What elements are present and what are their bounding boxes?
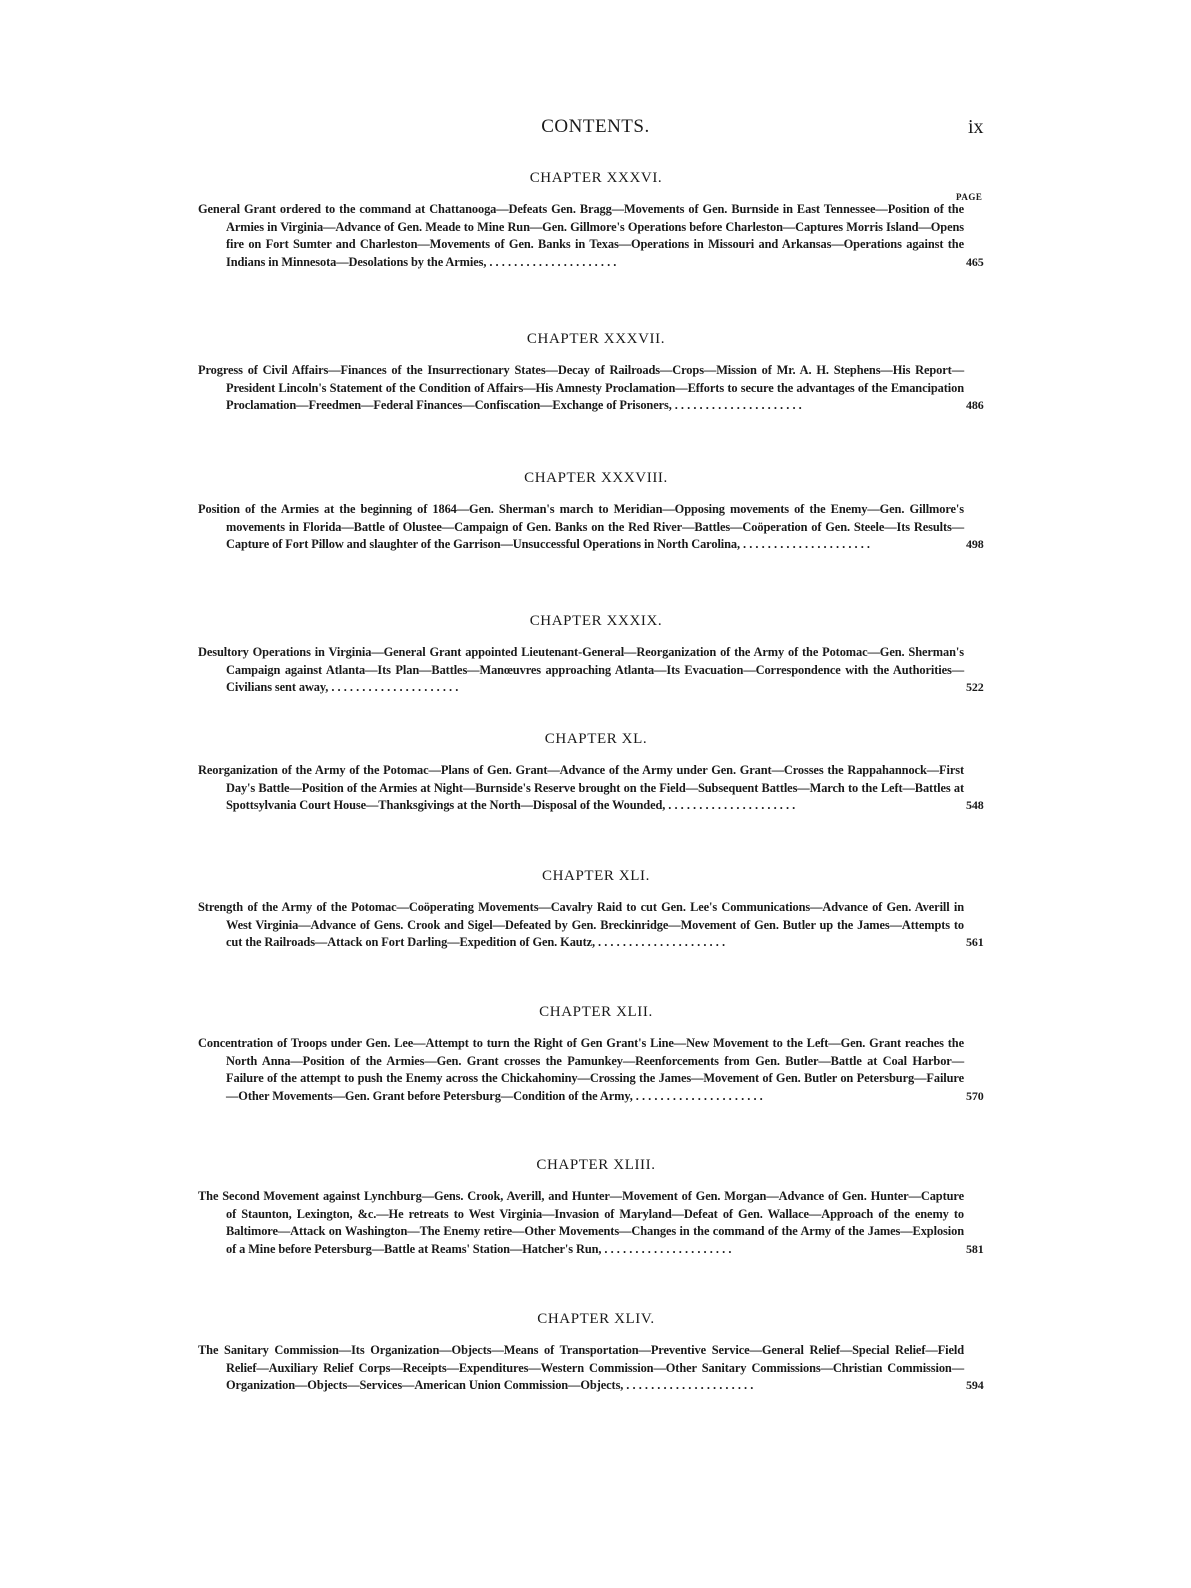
- chapter-entry: [198, 731, 994, 815]
- dot-leader: . . . . . . . . . . . . . . . . . . . . .: [743, 537, 871, 551]
- chapter-summary-text: Desultory Operations in Virginia—General Grant appointed Lieutenant-General—Reorganization of the Army of the Potomac—Gen. Sherman's Campaign against Atlanta—Its Plan—Battles—Manœuvres approaching Atlanta—Its Evacuation—Correspondence with the Authorities—Civilians sent away,: [198, 645, 964, 694]
- dot-leader: . . . . . . . . . . . . . . . . . . . . .: [604, 1241, 732, 1256]
- chapter-summary-text: The Second Movement against Lynchburg—Gens. Crook, Averill, and Hunter—Movement of Gen. Morgan—Advance of Gen. Hunter—Capture of Staunton, Lexington, &c.—He retreats to West Virginia—Invasion of Maryland—Defeat of Gen. Wallace—Approach of the enemy to Baltimore—Attack on Washington—The Enemy retire—Other Movements—Changes in the command of the Army of the James—Explosion of a Mine before Petersburg—Battle at Reams' Station—Hatcher's Run,: [198, 1189, 964, 1256]
- chapter-heading: CHAPTER XLII.: [539, 1004, 653, 1020]
- chapter-entry: [198, 1311, 994, 1395]
- dot-leader: . . . . . . . . . . . . . . . . . . . . .: [674, 398, 802, 412]
- page-title: CONTENTS.: [541, 116, 650, 137]
- chapter-heading: CHAPTER XXXVII.: [526, 331, 666, 347]
- chapter-summary-text: Position of the Armies at the beginning of 1864—Gen. Sherman's march to Meridian—Opposing movements of the Enemy—Gen. Gillmore's movements in Florida—Battle of Olustee—Campaign of Gen. Banks on the Red River—Battles—Coöperation of Gen. Steele—Its Results—Capture of Fort Pillow and slaughter of the Garrison—Unsuccessful Operations in North Carolina,: [198, 502, 964, 551]
- chapter-entry: [198, 868, 994, 952]
- chapter-heading: CHAPTER XLIII.: [536, 1157, 656, 1173]
- chapter-summary-text: Concentration of Troops under Gen. Lee—Attempt to turn the Right of Gen Grant's Line—New Movement to the Left—Gen. Grant reaches the North Anna—Position of the Armies—Gen. Grant crosses the Pamunkey—Reenforcements from Gen. Butler—Battle at Coal Harbor—Failure of the attempt to push the Enemy across the Chickahominy—Crossing the James—Movement of Gen. Butler on Petersburg—Failure—Other Movements—Gen. Grant before Petersburg—Condition of the Army,: [198, 1036, 964, 1103]
- chapter-heading: CHAPTER XLI.: [541, 868, 651, 884]
- chapter-heading: CHAPTER XXXVIII.: [524, 470, 668, 486]
- chapter-entry: [198, 470, 994, 554]
- dot-leader: . . . . . . . . . . . . . . . . . . . . .: [626, 1378, 754, 1392]
- chapter-summary: Desultory Operations in Virginia—General Grant appointed Lieutenant-General—Reorganization of the Army of the Potomac—Gen. Sherman's Campaign against Atlanta—Its Plan—Battles—Manœuvres approaching Atlanta—Its Evacuation—Correspondence with the Authorities—Civilians sent away, . . . . . . . . . . . . . . . . . . . . . 522: [198, 645, 984, 694]
- dot-leader: . . . . . . . . . . . . . . . . . . . . .: [598, 935, 726, 949]
- chapter-entry: [198, 170, 994, 271]
- chapter-entry: [198, 613, 994, 697]
- chapter-heading: CHAPTER XXXVI.: [529, 170, 663, 186]
- chapter-heading: CHAPTER XLIV.: [537, 1311, 655, 1327]
- dot-leader: . . . . . . . . . . . . . . . . . . . . .: [331, 680, 459, 694]
- chapter-heading: CHAPTER XL.: [544, 731, 648, 747]
- chapter-entry: [198, 1157, 994, 1258]
- chapter-summary-text: Progress of Civil Affairs—Finances of the Insurrectionary States—Decay of Railroads—Crops—Mission of Mr. A. H. Stephens—His Report—President Lincoln's Statement of the Condition of Affairs—His Amnesty Proclamation—Efforts to secure the advantages of the Emancipation Proclamation—Freedmen—Federal Finances—Confiscation—Exchange of Prisoners,: [198, 363, 964, 412]
- chapter-summary: Concentration of Troops under Gen. Lee—Attempt to turn the Right of Gen Grant's Line—New Movement to the Left—Gen. Grant reaches the North Anna—Position of the Armies—Gen. Grant crosses the Pamunkey—Reenforcements from Gen. Butler—Battle at Coal Harbor—Failure of the attempt to push the Enemy across the Chickahominy—Crossing the James—Movement of Gen. Butler on Petersburg—Failure—Other Movements—Gen. Grant before Petersburg—Condition of the Army, . . . . . . . . . . . . . . . . . . . . . 570: [198, 1036, 984, 1103]
- chapter-summary: Strength of the Army of the Potomac—Coöperating Movements—Cavalry Raid to cut Gen. Lee's Communications—Advance of Gen. Averill in West Virginia—Advance of Gens. Crook and Sigel—Defeated by Gen. Breckinridge—Movement of Gen. Butler up the James—Attempts to cut the Railroads—Attack on Fort Darling—Expedition of Gen. Kautz, . . . . . . . . . . . . . . . . . . . . . 561: [198, 900, 984, 949]
- chapter-heading: CHAPTER XXXIX.: [529, 613, 663, 629]
- chapter-summary-text: Reorganization of the Army of the Potomac—Plans of Gen. Grant—Advance of the Army under Gen. Grant—Crosses the Rappahannock—First Day's Battle—Position of the Armies at Night—Burnside's Reserve brought on the Field—Subsequent Battles—March to the Left—Battles at Spottsylvania Court House—Thanksgivings at the North—Disposal of the Wounded,: [198, 763, 964, 812]
- dot-leader: . . . . . . . . . . . . . . . . . . . . .: [635, 1088, 763, 1103]
- chapter-summary: The Sanitary Commission—Its Organization—Objects—Means of Transportation—Preventive Service—General Relief—Special Relief—Field Relief—Auxiliary Relief Corps—Receipts—Expenditures—Western Commission—Other Sanitary Commissions—Christian Commission—Organization—Objects—Services—American Union Commission—Objects, . . . . . . . . . . . . . . . . . . . . . 594: [198, 1343, 984, 1392]
- chapter-summary-text: Strength of the Army of the Potomac—Coöperating Movements—Cavalry Raid to cut Gen. Lee's Communications—Advance of Gen. Averill in West Virginia—Advance of Gens. Crook and Sigel—Defeated by Gen. Breckinridge—Movement of Gen. Butler up the James—Attempts to cut the Railroads—Attack on Fort Darling—Expedition of Gen. Kautz,: [198, 900, 964, 949]
- chapter-summary: The Second Movement against Lynchburg—Gens. Crook, Averill, and Hunter—Movement of Gen. Morgan—Advance of Gen. Hunter—Capture of Staunton, Lexington, &c.—He retreats to West Virginia—Invasion of Maryland—Defeat of Gen. Wallace—Approach of the enemy to Baltimore—Attack on Washington—The Enemy retire—Other Movements—Changes in the command of the Army of the James—Explosion of a Mine before Petersburg—Battle at Reams' Station—Hatcher's Run, . . . . . . . . . . . . . . . . . . . . . 581: [198, 1189, 984, 1256]
- chapter-summary-text: The Sanitary Commission—Its Organization—Objects—Means of Transportation—Preventive Service—General Relief—Special Relief—Field Relief—Auxiliary Relief Corps—Receipts—Expenditures—Western Commission—Other Sanitary Commissions—Christian Commission—Organization—Objects—Services—American Union Commission—Objects,: [198, 1343, 964, 1392]
- chapter-summary: Position of the Armies at the beginning of 1864—Gen. Sherman's march to Meridian—Opposing movements of the Enemy—Gen. Gillmore's movements in Florida—Battle of Olustee—Campaign of Gen. Banks on the Red River—Battles—Coöperation of Gen. Steele—Its Results—Capture of Fort Pillow and slaughter of the Garrison—Unsuccessful Operations in North Carolina, . . . . . . . . . . . . . . . . . . . . . 498: [198, 502, 984, 551]
- dot-leader: . . . . . . . . . . . . . . . . . . . . .: [489, 254, 617, 269]
- chapter-summary-text: General Grant ordered to the command at Chattanooga—Defeats Gen. Bragg—Movements of Gen. Burnside in East Tennessee—Position of the Armies in Virginia—Advance of Gen. Meade to Mine Run—Gen. Gillmore's Operations before Charleston—Captures Morris Island—Opens fire on Fort Sumter and Charleston—Movements of Gen. Banks in Texas—Operations in Missouri and Arkansas—Operations against the Indians in Minnesota—Desolations by the Armies,: [198, 202, 964, 269]
- chapter-summary: Reorganization of the Army of the Potomac—Plans of Gen. Grant—Advance of the Army under Gen. Grant—Crosses the Rappahannock—First Day's Battle—Position of the Armies at Night—Burnside's Reserve brought on the Field—Subsequent Battles—March to the Left—Battles at Spottsylvania Court House—Thanksgivings at the North—Disposal of the Wounded, . . . . . . . . . . . . . . . . . . . . . 548: [198, 763, 984, 812]
- page-number: ix: [968, 116, 984, 138]
- chapter-entry: [198, 331, 994, 415]
- dot-leader: . . . . . . . . . . . . . . . . . . . . .: [668, 798, 796, 812]
- page-column-label: PAGE: [956, 192, 983, 202]
- chapter-summary: General Grant ordered to the command at Chattanooga—Defeats Gen. Bragg—Movements of Gen. Burnside in East Tennessee—Position of the Armies in Virginia—Advance of Gen. Meade to Mine Run—Gen. Gillmore's Operations before Charleston—Captures Morris Island—Opens fire on Fort Sumter and Charleston—Movements of Gen. Banks in Texas—Operations in Missouri and Arkansas—Operations against the Indians in Minnesota—Desolations by the Armies, . . . . . . . . . . . . . . . . . . . . . 465: [198, 202, 984, 269]
- chapter-summary: Progress of Civil Affairs—Finances of the Insurrectionary States—Decay of Railroads—Crops—Mission of Mr. A. H. Stephens—His Report—President Lincoln's Statement of the Condition of Affairs—His Amnesty Proclamation—Efforts to secure the advantages of the Emancipation Proclamation—Freedmen—Federal Finances—Confiscation—Exchange of Prisoners, . . . . . . . . . . . . . . . . . . . . . 486: [198, 363, 984, 412]
- chapter-entry: [198, 1004, 994, 1105]
